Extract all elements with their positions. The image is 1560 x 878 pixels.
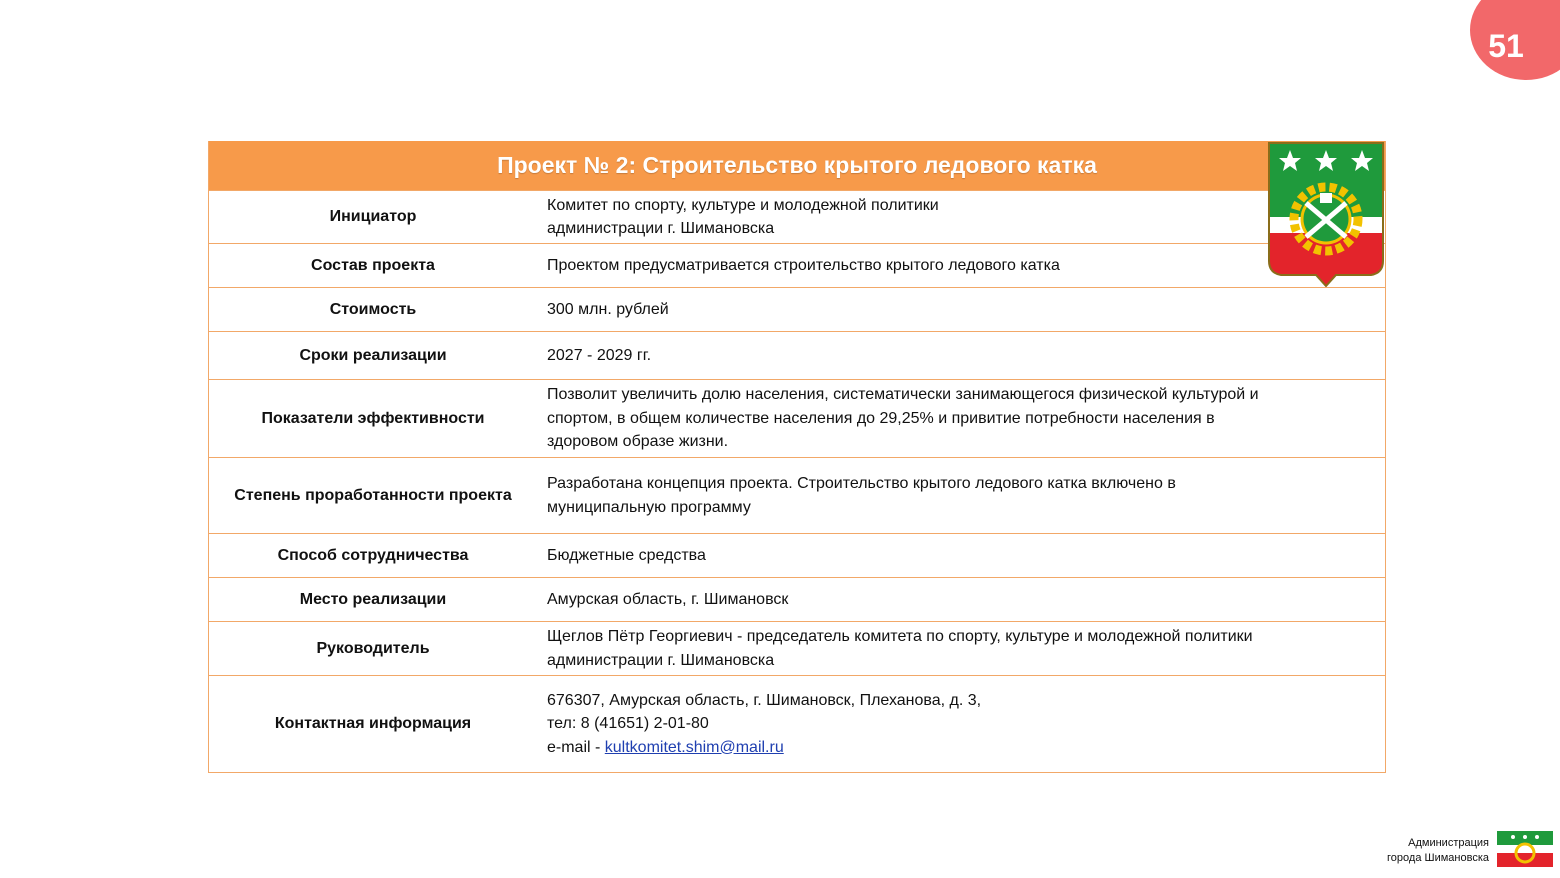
row-value	[537, 676, 1385, 772]
row-value	[537, 191, 1385, 244]
row-value	[537, 380, 1385, 458]
row-value-line: Амурская область, г. Шимановск	[547, 590, 789, 608]
row-value-line: здоровом образе жизни.	[547, 433, 729, 451]
row-value-line: 300 млн. рублей	[547, 300, 669, 318]
table-row	[209, 578, 1385, 622]
footer-line-2: города Шимановска	[1387, 852, 1489, 864]
footer-flag-icon	[1497, 831, 1553, 867]
row-value-line: 676307, Амурская область, г. Шимановск, Плеханова, д. 3,	[547, 691, 982, 709]
table-row	[209, 458, 1385, 534]
project-table	[209, 190, 1385, 772]
footer-line-1: Администрация	[1408, 837, 1489, 849]
project-card	[208, 141, 1386, 773]
row-value	[537, 622, 1385, 676]
row-label: Показатели эффективности	[209, 380, 537, 458]
row-label: Стоимость	[209, 288, 537, 332]
row-value-line: администрации г. Шимановска	[547, 651, 775, 669]
row-value-line: администрации г. Шимановска	[547, 220, 775, 237]
table-row	[209, 380, 1385, 458]
page-number: 51	[1488, 28, 1524, 64]
row-value	[537, 534, 1385, 578]
row-label: Место реализации	[209, 578, 537, 622]
row-value	[537, 578, 1385, 622]
table-row	[209, 288, 1385, 332]
email-link[interactable]: kultkomitet.shim@mail.ru	[604, 738, 784, 756]
table-row	[209, 622, 1385, 676]
email-prefix: e-mail -	[547, 738, 605, 756]
row-value-line: спортом, в общем количестве населения до 29,25% и привитие потребности населения в	[547, 409, 1215, 427]
row-label: Способ сотрудничества	[209, 534, 537, 578]
row-value-line: тел: 8 (41651) 2-01-80	[547, 715, 709, 732]
table-row	[209, 244, 1385, 288]
row-label: Инициатор	[209, 191, 537, 244]
row-label: Контактная информация	[209, 676, 537, 772]
city-coat-of-arms	[1266, 141, 1386, 287]
row-label: Руководитель	[209, 622, 537, 676]
row-label: Степень проработанности проекта	[209, 458, 537, 534]
row-value-line: 2027 - 2029 гг.	[547, 346, 652, 364]
row-value-line: Разработана концепция проекта. Строительство крытого ледового катка включено в	[547, 475, 1176, 492]
table-row	[209, 676, 1385, 772]
row-label: Сроки реализации	[209, 332, 537, 380]
table-row	[209, 191, 1385, 244]
row-value	[537, 458, 1385, 534]
project-title: Проект № 2: Строительство крытого ледового катка	[209, 141, 1385, 190]
row-value	[537, 332, 1385, 380]
row-value-line: Комитет по спорту, культуре и молодежной политики	[547, 196, 939, 214]
table-row	[209, 534, 1385, 578]
row-label: Состав проекта	[209, 244, 537, 288]
row-value	[537, 244, 1385, 288]
footer-caption	[1387, 836, 1489, 866]
row-value-line: муниципальную программу	[547, 498, 751, 516]
row-value-line: Бюджетные средства	[547, 546, 706, 564]
row-value-line: Позволит увеличить долю населения, систематически занимающегося физической культурой и	[547, 386, 1259, 404]
row-value-line: Щеглов Пётр Георгиевич - председатель комитета по спорту, культуре и молодежной политики	[547, 628, 1253, 645]
table-row	[209, 332, 1385, 380]
row-value-line: Проектом предусматривается строительство крытого ледового катка	[547, 256, 1060, 274]
row-value	[537, 288, 1385, 332]
email-line	[547, 736, 1355, 760]
